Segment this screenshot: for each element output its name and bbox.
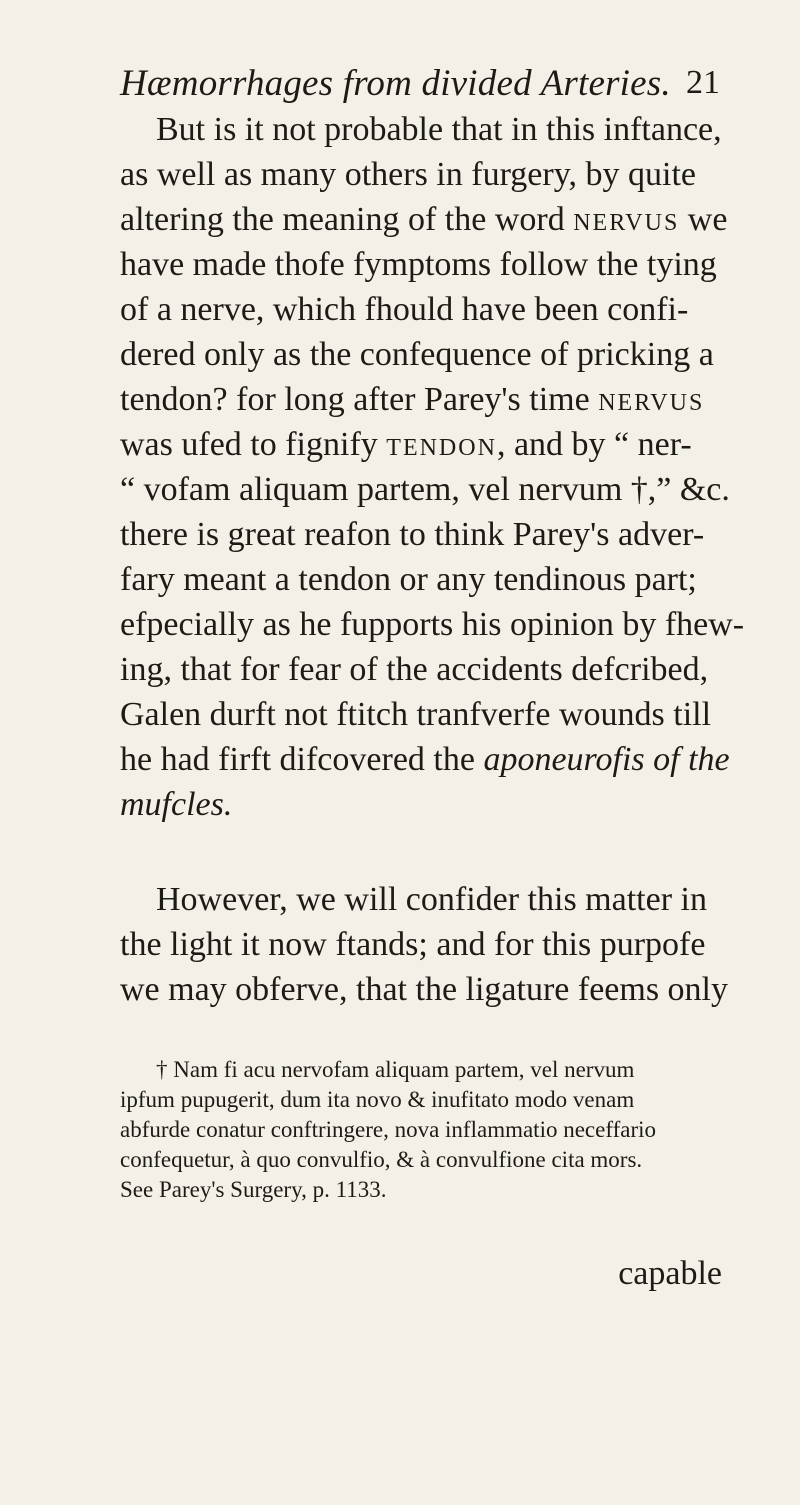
text-line (120, 377, 720, 422)
footnote-line: See Parey's Surgery, p. 1133. (120, 1177, 387, 1202)
text-line: we may obferve, that the ligature feems only (120, 971, 728, 1008)
paragraph-gap (120, 827, 720, 877)
main-text (120, 107, 745, 1012)
text-line (120, 197, 728, 242)
text-line: dered only as the confequence of pricking a (120, 336, 714, 373)
text-line (120, 422, 720, 467)
text-line: as well as many others in furgery, by quite (120, 156, 696, 193)
text-line: But is it not probable that in this inftance, (156, 111, 722, 148)
page-number: 21 (686, 64, 720, 101)
text-line (120, 737, 730, 782)
page-header (120, 60, 720, 110)
paragraph (120, 107, 745, 827)
running-head: Hæmorrhages from divided Arteries. (120, 63, 671, 104)
term-nervus: nervus (598, 381, 705, 418)
footnote-line: † Nam fi acu nervofam aliquam partem, vel nervum (156, 1057, 635, 1082)
footnote-line: abfurde conatur conftringere, nova inflammatio neceffario (120, 1117, 656, 1142)
text-line: of a nerve, which fhould have been confi- (120, 291, 689, 328)
italic-phrase: aponeurofis of the (483, 741, 730, 778)
text-segment: was ufed to fignify (120, 426, 387, 463)
text-segment: altering the meaning of the word (120, 201, 574, 238)
text-line: have made thofe fymptoms follow the tying (120, 246, 717, 283)
footnote (120, 1055, 720, 1205)
term-nervus: nervus (573, 201, 680, 238)
catchword: capable (618, 1255, 722, 1292)
text-line: the light it now ftands; and for this purpofe (120, 926, 706, 963)
text-line: Galen durft not ftitch tranfverfe wounds till (120, 696, 712, 733)
paragraph (120, 877, 728, 1012)
text-line: However, we will confider this matter in (156, 881, 707, 918)
text-line: mufcles. (120, 786, 233, 823)
text-line: “ vofam aliquam partem, vel nervum †,” &c. (120, 471, 730, 508)
text-line: there is great reafon to think Parey's adver- (120, 516, 705, 553)
text-segment: tendon? for long after Parey's time (120, 381, 599, 418)
text-line: fary meant a tendon or any tendinous part; (120, 561, 697, 598)
text-line: efpecially as he fupports his opinion by fhew- (120, 606, 745, 643)
footnote-line: ipfum pupugerit, dum ita novo & inufitato modo venam (120, 1087, 635, 1112)
footnote-line: confequetur, à quo convulfio, & à convulfione cita mors. (120, 1147, 643, 1172)
text-line: ing, that for fear of the accidents defcribed, (120, 651, 709, 688)
text-segment: we (679, 201, 728, 238)
term-tendon: tendon (386, 426, 497, 463)
text-segment: he had firft difcovered the (120, 741, 484, 778)
text-segment: , and by “ ner- (496, 426, 692, 463)
